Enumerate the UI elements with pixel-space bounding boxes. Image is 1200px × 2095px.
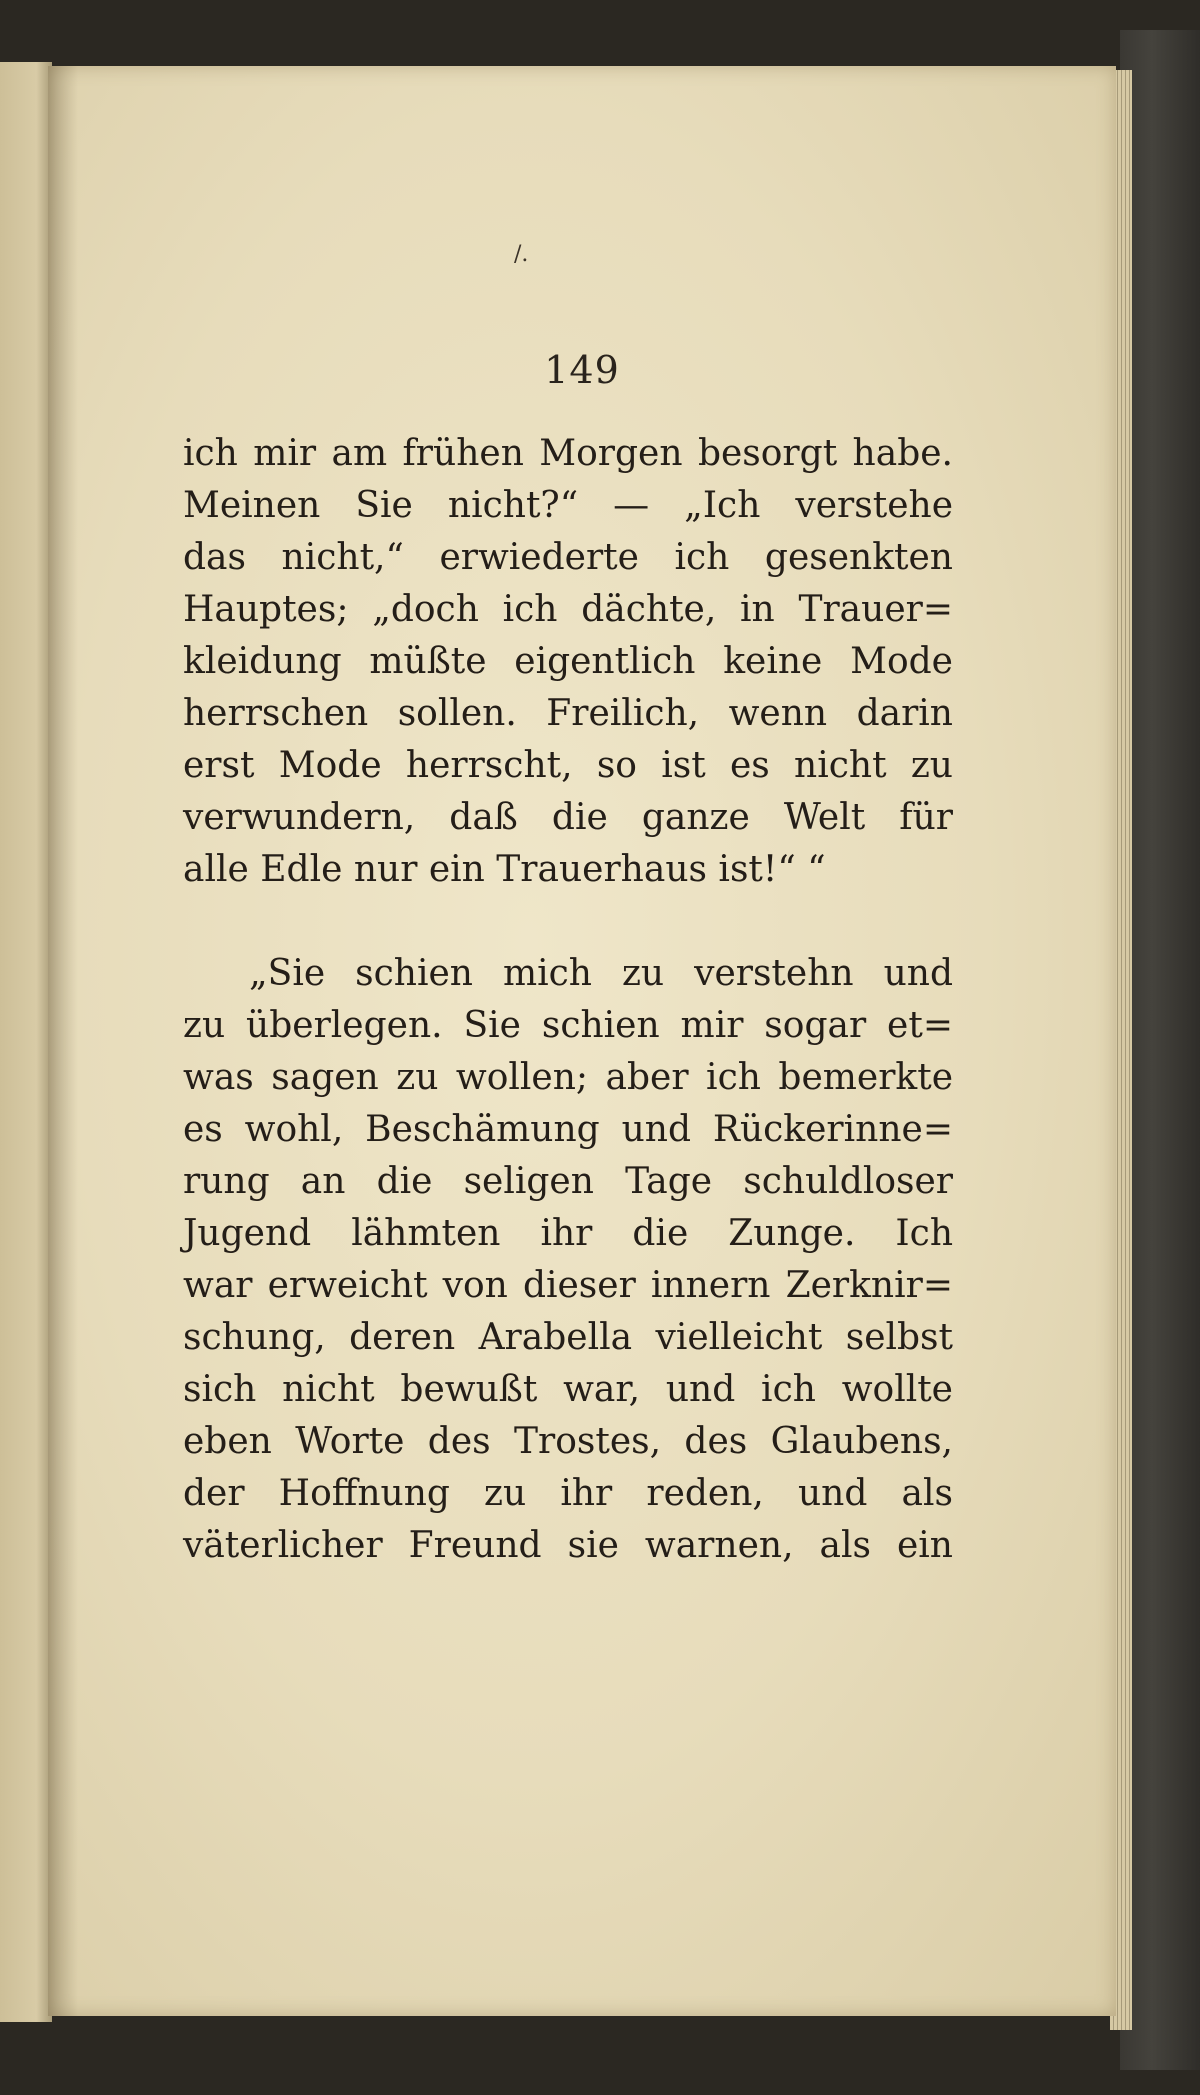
text-line: verwundern, daß die ganze Welt für <box>183 797 953 838</box>
text-line: Hauptes; „doch ich dächte, in Trauer= <box>183 589 953 630</box>
stray-mark: /. <box>514 242 529 267</box>
text-line: es wohl, Beschämung und Rückerinne= <box>183 1109 953 1150</box>
paragraph-gap <box>183 896 953 948</box>
book-page <box>48 66 1116 2016</box>
text-line: „Sie schien mich zu verstehn und <box>249 953 953 994</box>
text-line: väterlicher Freund sie warnen, als ein <box>183 1525 953 1566</box>
paragraph-1 <box>183 428 953 896</box>
text-line: zu überlegen. Sie schien mir sogar et= <box>183 1005 953 1046</box>
text-line: was sagen zu wollen; aber ich bemerkte <box>183 1057 953 1098</box>
text-line: der Hoffnung zu ihr reden, und als <box>183 1473 953 1514</box>
text-line: das nicht,“ erwiederte ich gesenkten <box>183 537 953 578</box>
text-line: alle Edle nur ein Trauerhaus ist!“ “ <box>183 849 826 890</box>
paragraph-2 <box>183 948 953 1572</box>
page-number: 149 <box>544 348 620 392</box>
previous-page-edge <box>0 62 52 2022</box>
text-line: war erweicht von dieser innern Zerknir= <box>183 1265 953 1306</box>
body-text <box>183 428 953 1572</box>
text-line: rung an die seligen Tage schuldloser <box>183 1161 953 1202</box>
text-line: Jugend lähmten ihr die Zunge. Ich <box>183 1213 953 1254</box>
text-line: eben Worte des Trostes, des Glaubens, <box>183 1421 953 1462</box>
text-line: ich mir am frühen Morgen besorgt habe. <box>183 433 953 474</box>
text-line: erst Mode herrscht, so ist es nicht zu <box>183 745 953 786</box>
text-line: sich nicht bewußt war, und ich wollte <box>183 1369 953 1410</box>
text-line: kleidung müßte eigentlich keine Mode <box>183 641 953 682</box>
text-line: Meinen Sie nicht?“ — „Ich verstehe <box>183 485 953 526</box>
text-line: schung, deren Arabella vielleicht selbst <box>183 1317 953 1358</box>
text-line: herrschen sollen. Freilich, wenn darin <box>183 693 953 734</box>
book-cover-edge <box>1120 30 1200 2070</box>
